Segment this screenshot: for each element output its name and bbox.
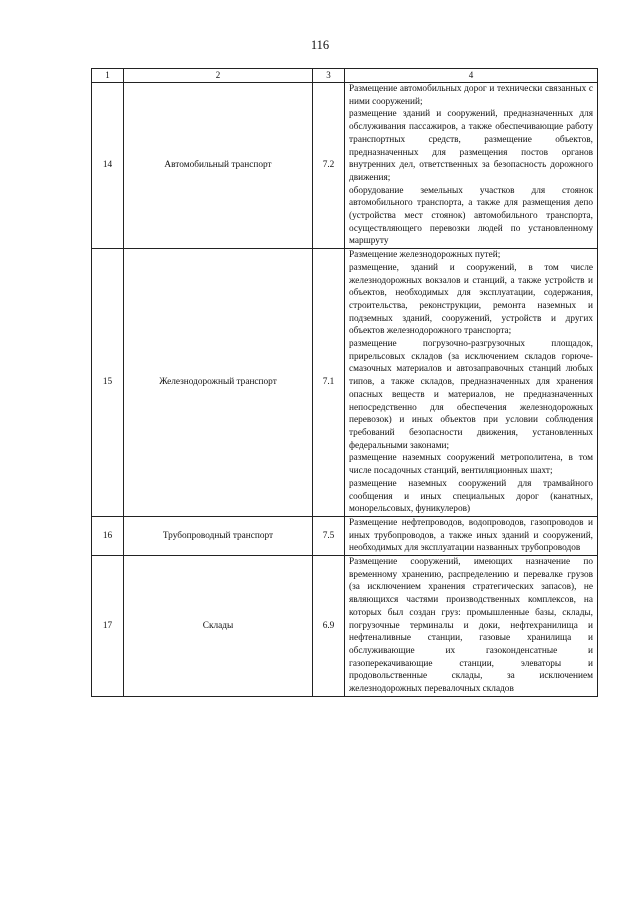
- header-cell: 2: [124, 69, 313, 83]
- row-number: 17: [92, 556, 124, 697]
- use-description: [345, 556, 598, 697]
- header-cell: 1: [92, 69, 124, 83]
- use-type-code: 6.9: [313, 556, 345, 697]
- row-number: 15: [92, 249, 124, 517]
- use-type-name: Трубопроводный транспорт: [124, 516, 313, 555]
- description-paragraph: оборудование земельных участков для стоянок автомобильного транспорта, а также для размещения депо (устройства мест стоянок) автомобильного транспорта, осуществляющего перевозки людей по установленному маршруту: [349, 185, 593, 247]
- use-description: [345, 83, 598, 249]
- use-description: [345, 516, 598, 555]
- table-row: [92, 556, 598, 697]
- description-paragraph: размещение наземных сооружений метрополитена, в том числе посадочных станций, вентиляционных шахт;: [349, 453, 593, 477]
- land-use-table: [91, 68, 598, 697]
- use-type-code: 7.1: [313, 249, 345, 517]
- table-header-row: [92, 69, 598, 83]
- use-type-name: Склады: [124, 556, 313, 697]
- use-type-code: 7.5: [313, 516, 345, 555]
- description-paragraph: размещение погрузочно-разгрузочных площадок, прирельсовых складов (за исключением складов горюче-смазочных материалов и автозаправочных станций любых типов, а также складов, предназначенных для хранения опасных веществ и материалов, не предназначенных непосредственно для обеспечения железнодорожных перевозок) и иных объектов при условии соблюдения требований безопасности движения, установленных федеральными законами;: [349, 339, 593, 451]
- use-description: [345, 249, 598, 517]
- description-paragraph: размещение наземных сооружений для трамвайного сообщения и иных специальных дорог (канатных, монорельсовых, фуникулеров): [349, 478, 593, 515]
- header-cell: 4: [345, 69, 598, 83]
- description-paragraph: Размещение железнодорожных путей;: [349, 250, 501, 261]
- table-row: [92, 249, 598, 517]
- page-number: 116: [310, 38, 330, 52]
- description-paragraph: Размещение автомобильных дорог и технически связанных с ними сооружений;: [349, 84, 593, 107]
- use-type-code: 7.2: [313, 83, 345, 249]
- table-row: [92, 83, 598, 249]
- table-row: [92, 516, 598, 555]
- description-paragraph: размещение зданий и сооружений, предназначенных для обслуживания пассажиров, а также обеспечивающие работу транспортных средств, размещение объектов, предназначенных для размещения постов органов внутренних дел, ответственных за безопасность дорожного движения;: [349, 109, 593, 183]
- description-paragraph: размещение, зданий и сооружений, в том числе железнодорожных вокзалов и станций, а также устройств и объектов, необходимых для эксплуатации, содержания, строительства, реконструкции, ремонта наземных и подземных зданий, сооружений, устройств и других объектов железнодорожного транспорта;: [349, 262, 593, 337]
- row-number: 14: [92, 83, 124, 249]
- use-type-name: Железнодорожный транспорт: [124, 249, 313, 517]
- description-paragraph: Размещение нефтепроводов, водопроводов, газопроводов и иных трубопроводов, а также иных зданий и сооружений, необходимых для эксплуатации названных трубопроводов: [349, 517, 593, 554]
- description-paragraph: Размещение сооружений, имеющих назначение по временному хранению, распределению и перевалке грузов (за исключением хранения стратегических запасов), не являющихся частями производственных комплексов, на которых был создан груз: промышленные базы, склады, погрузочные терминалы и доки, нефтехранилища и нефтеналивные станции, газовые хранилища и обслуживающие их газоконденсатные и газоперекачивающие станции, элеваторы и продовольственные склады, за исключением железнодорожных перевалочных складов: [349, 557, 593, 695]
- row-number: 16: [92, 516, 124, 555]
- header-cell: 3: [313, 69, 345, 83]
- use-type-name: Автомобильный транспорт: [124, 83, 313, 249]
